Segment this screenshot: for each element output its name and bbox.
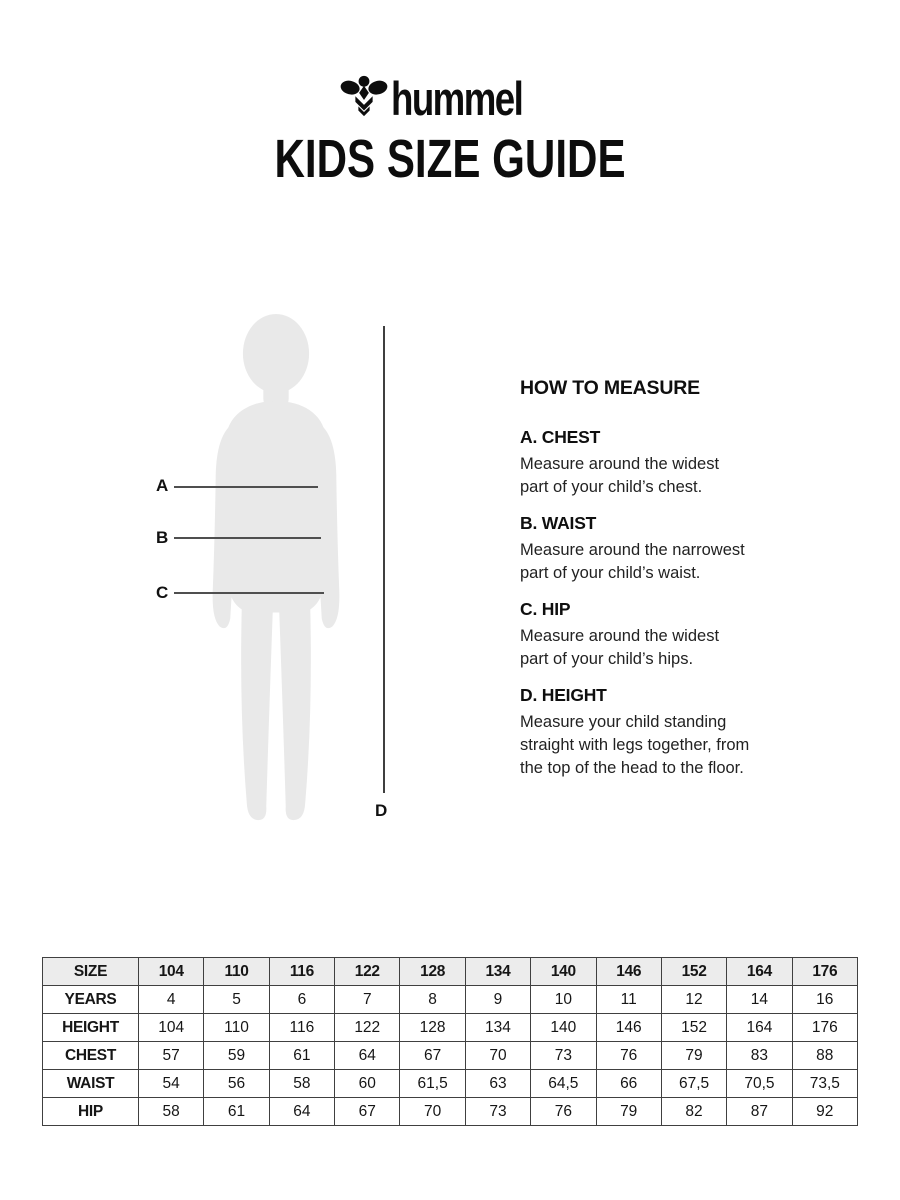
- measure-text: Measure around the narrowest: [520, 541, 745, 559]
- table-cell: 7: [335, 986, 400, 1014]
- table-cell: 73: [531, 1042, 596, 1070]
- table-cell: 152: [661, 1014, 726, 1042]
- table-cell: 73: [465, 1098, 530, 1126]
- table-cell: 88: [792, 1042, 857, 1070]
- table-cell: 61,5: [400, 1070, 465, 1098]
- table-cell: 64,5: [531, 1070, 596, 1098]
- measure-section-height: [520, 685, 810, 780]
- table-cell: 70: [465, 1042, 530, 1070]
- table-cell: 104: [139, 958, 204, 986]
- table-cell: 134: [465, 1014, 530, 1042]
- measure-text: Measure around the widest: [520, 455, 720, 473]
- table-cell: 11: [596, 986, 661, 1014]
- row-label-cell: SIZE: [43, 958, 139, 986]
- measure-text: part of your child’s chest.: [520, 478, 703, 496]
- table-cell: 122: [335, 1014, 400, 1042]
- row-label-cell: HIP: [43, 1098, 139, 1126]
- measure-heading-hip: C. HIP: [520, 599, 571, 619]
- measure-text: the top of the head to the floor.: [520, 759, 744, 777]
- hummel-bee-icon: [340, 75, 388, 119]
- table-cell: 70,5: [727, 1070, 792, 1098]
- table-cell: 140: [531, 958, 596, 986]
- table-cell: 83: [727, 1042, 792, 1070]
- table-cell: 146: [596, 958, 661, 986]
- hip-measure-label: C: [156, 583, 169, 602]
- table-cell: 110: [204, 958, 269, 986]
- table-cell: 16: [792, 986, 857, 1014]
- table-cell: 176: [792, 1014, 857, 1042]
- row-label-cell: HEIGHT: [43, 1014, 139, 1042]
- table-cell: 61: [269, 1042, 334, 1070]
- height-measure-label: D: [375, 801, 388, 820]
- measure-section-hip: [520, 599, 810, 671]
- measure-text: Measure around the widest: [520, 627, 720, 645]
- table-cell: 59: [204, 1042, 269, 1070]
- table-cell: 56: [204, 1070, 269, 1098]
- table-cell: 8: [400, 986, 465, 1014]
- table-cell: 140: [531, 1014, 596, 1042]
- table-row: [43, 986, 858, 1014]
- table-cell: 164: [727, 958, 792, 986]
- measure-section-chest: [520, 427, 810, 499]
- brand-wordmark: hummel: [391, 71, 523, 125]
- table-cell: 104: [139, 1014, 204, 1042]
- table-cell: 64: [269, 1098, 334, 1126]
- brand-logo: [0, 70, 900, 124]
- table-cell: 79: [661, 1042, 726, 1070]
- table-cell: 10: [531, 986, 596, 1014]
- table-row: [43, 1098, 858, 1126]
- measure-text: straight with legs together, from: [520, 736, 750, 754]
- waist-measure-line: [174, 537, 321, 539]
- table-cell: 63: [465, 1070, 530, 1098]
- table-cell: 176: [792, 958, 857, 986]
- how-to-measure-title: HOW TO MEASURE: [520, 377, 700, 399]
- row-label-cell: WAIST: [43, 1070, 139, 1098]
- chest-measure-line: [174, 486, 318, 488]
- table-cell: 128: [400, 1014, 465, 1042]
- table-cell: 92: [792, 1098, 857, 1126]
- row-label-cell: CHEST: [43, 1042, 139, 1070]
- table-cell: 58: [269, 1070, 334, 1098]
- table-cell: 12: [661, 986, 726, 1014]
- table-cell: 60: [335, 1070, 400, 1098]
- table-cell: 14: [727, 986, 792, 1014]
- table-cell: 9: [465, 986, 530, 1014]
- table-cell: 67: [400, 1042, 465, 1070]
- table-cell: 87: [727, 1098, 792, 1126]
- table-cell: 70: [400, 1098, 465, 1126]
- waist-measure-label: B: [156, 528, 169, 547]
- table-cell: 66: [596, 1070, 661, 1098]
- table-cell: 73,5: [792, 1070, 857, 1098]
- child-silhouette: [203, 314, 349, 828]
- hip-measure-line: [174, 592, 324, 594]
- table-cell: 58: [139, 1098, 204, 1126]
- chest-measure-label: A: [156, 476, 169, 495]
- table-cell: 164: [727, 1014, 792, 1042]
- measure-text: Measure your child standing: [520, 713, 727, 731]
- table-cell: 116: [269, 1014, 334, 1042]
- height-measure-line: [383, 326, 385, 793]
- table-cell: 54: [139, 1070, 204, 1098]
- table-cell: 57: [139, 1042, 204, 1070]
- table-cell: 110: [204, 1014, 269, 1042]
- table-cell: 67: [335, 1098, 400, 1126]
- table-cell: 4: [139, 986, 204, 1014]
- table-cell: 134: [465, 958, 530, 986]
- table-cell: 76: [531, 1098, 596, 1126]
- measure-heading-chest: A. CHEST: [520, 427, 601, 447]
- table-row: [43, 958, 858, 986]
- measure-heading-waist: B. WAIST: [520, 513, 597, 533]
- table-row: [43, 1042, 858, 1070]
- page-title: KIDS SIZE GUIDE: [274, 129, 626, 189]
- table-cell: 122: [335, 958, 400, 986]
- table-cell: 128: [400, 958, 465, 986]
- row-label-cell: YEARS: [43, 986, 139, 1014]
- how-to-measure-section: [520, 376, 810, 794]
- table-cell: 64: [335, 1042, 400, 1070]
- table-row: [43, 1070, 858, 1098]
- table-row: [43, 1014, 858, 1042]
- table-cell: 116: [269, 958, 334, 986]
- size-table-body: [43, 958, 858, 1126]
- size-table: [42, 957, 858, 1126]
- table-cell: 146: [596, 1014, 661, 1042]
- measure-heading-height: D. HEIGHT: [520, 685, 607, 705]
- table-cell: 76: [596, 1042, 661, 1070]
- measure-section-waist: [520, 513, 810, 585]
- table-cell: 79: [596, 1098, 661, 1126]
- measure-text: part of your child’s waist.: [520, 564, 701, 582]
- table-cell: 152: [661, 958, 726, 986]
- table-cell: 67,5: [661, 1070, 726, 1098]
- measure-text: part of your child’s hips.: [520, 650, 694, 668]
- table-cell: 61: [204, 1098, 269, 1126]
- table-cell: 82: [661, 1098, 726, 1126]
- table-cell: 5: [204, 986, 269, 1014]
- table-cell: 6: [269, 986, 334, 1014]
